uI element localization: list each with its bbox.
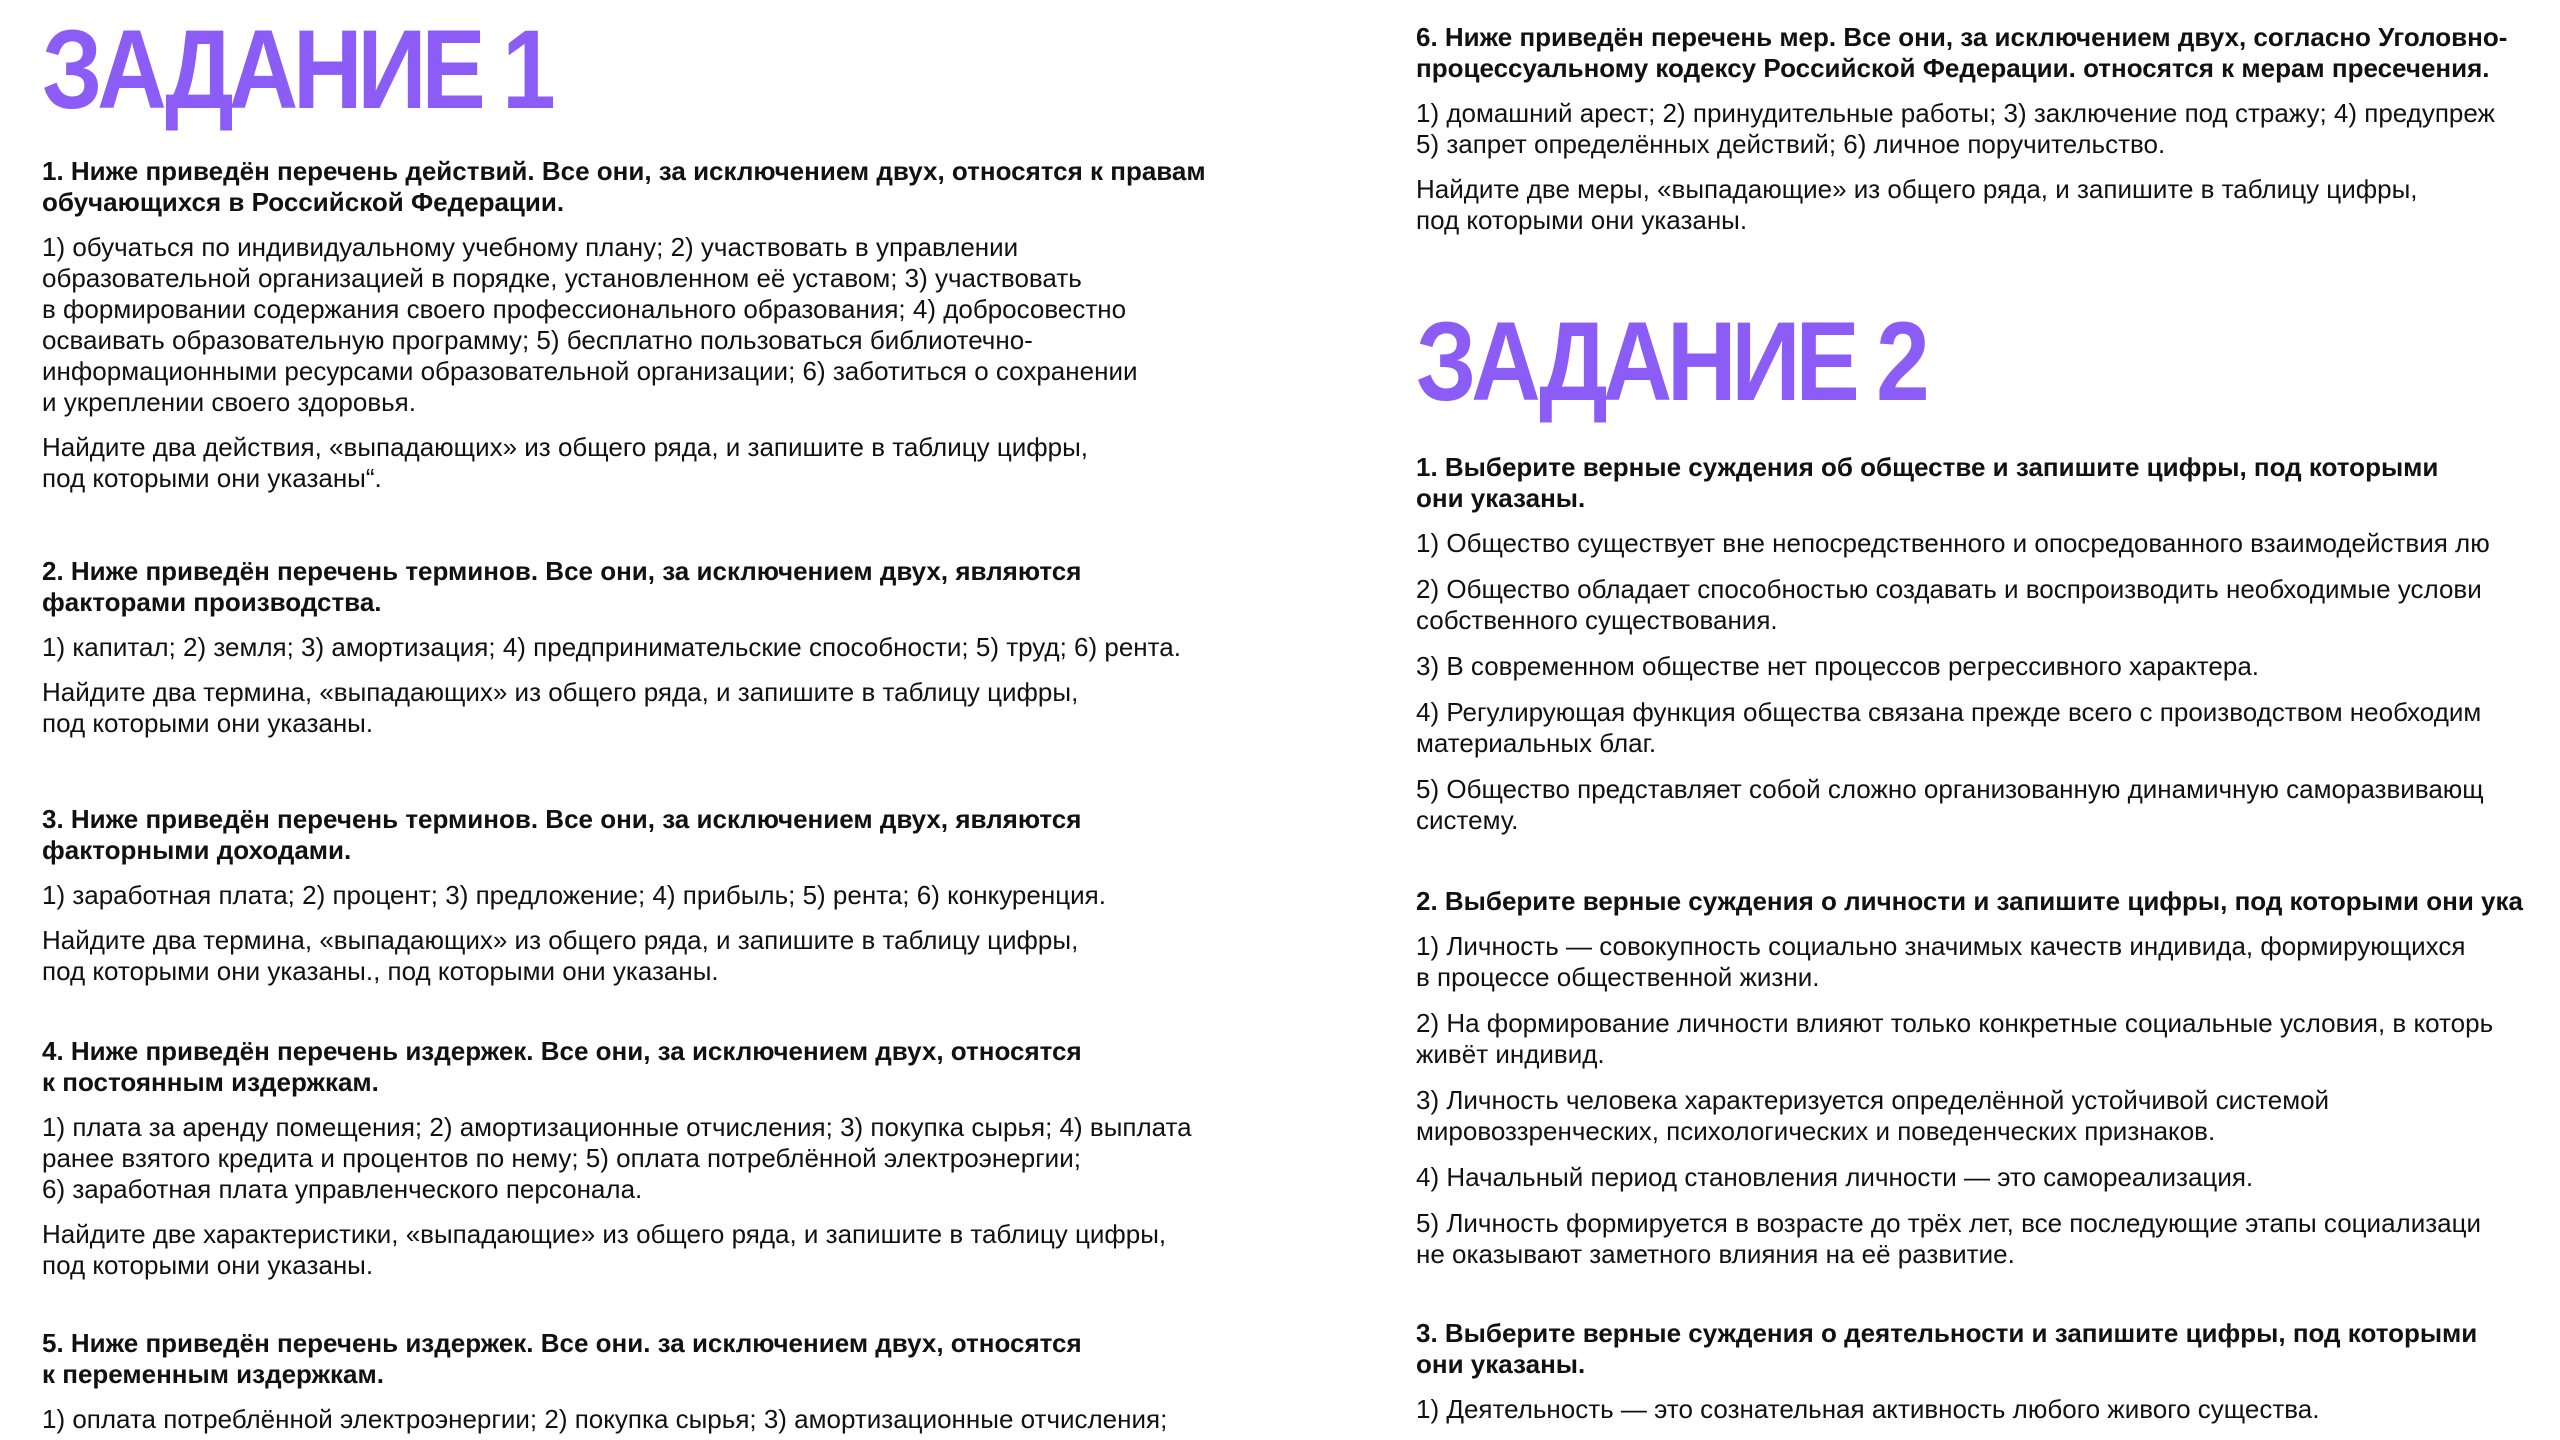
question-instruction: Найдите два термина, «выпадающих» из общего ряда, и запишите в таблицу цифры, под которыми они указаны., под которыми они указаны. <box>42 925 1079 986</box>
judgement-item: 5) Личность формируется в возрасте до трёх лет, все последующие этапы социализаци не оказывают заметного влияния на её развитие. <box>1416 1208 2482 1269</box>
judgement-item: 3) Личность человека характеризуется определённой устойчивой системой мировоззренческих, психологических и поведенческих признаков. <box>1416 1085 2330 1146</box>
question-title: 5. Ниже приведён перечень издержек. Все они. за исключением двух, относятся к переменным издержкам. <box>42 1328 1082 1389</box>
question-title: 3. Ниже приведён перечень терминов. Все они, за исключением двух, являются факторными доходами. <box>42 804 1082 865</box>
question-title: 1. Ниже приведён перечень действий. Все они, за исключением двух, относятся к правам обучающихся в Российской Федерации. <box>42 156 1206 217</box>
question-options: 1) домашний арест; 2) принудительные работы; 3) заключение под стражу; 4) предупреж 5) запрет определённых действий; 6) личное поручительство. <box>1416 98 2495 159</box>
question-title: 6. Ниже приведён перечень мер. Все они, за исключением двух, согласно Уголовно- процессуальному кодексу Российской Федерации. относятся к мерам пресечения. <box>1416 22 2508 83</box>
judgement-item: 4) Регулирующая функция общества связана прежде всего с производством необходим материальных благ. <box>1416 697 2482 758</box>
judgement-item: 2) На формирование личности влияют только конкретные социальные условия, в которь живёт индивид. <box>1416 1008 2494 1069</box>
question-title: 2. Выберите верные суждения о личности и запишите цифры, под которыми они ука <box>1416 886 2523 916</box>
task1-question-1 <box>42 156 1342 494</box>
question-instruction: Найдите две характеристики, «выпадающие» из общего ряда, и запишите в таблицу цифры, под которыми они указаны. <box>42 1219 1167 1280</box>
judgement-item: 4) Начальный период становления личности — это самореализация. <box>1416 1162 2254 1192</box>
question-title: 1. Выберите верные суждения об обществе и запишите цифры, под которыми они указаны. <box>1416 452 2439 513</box>
task2-heading: ЗАДАНИЕ 2 <box>1416 299 1925 424</box>
right-column <box>1416 0 2560 1440</box>
judgement-item: 5) Общество представляет собой сложно организованную динамичную саморазвивающ систему. <box>1416 774 2484 835</box>
question-title: 2. Ниже приведён перечень терминов. Все они, за исключением двух, являются факторами производства. <box>42 556 1082 617</box>
task1-question-3 <box>42 804 1342 987</box>
question-instruction: Найдите две меры, «выпадающие» из общего ряда, и запишите в таблицу цифры, под которыми они указаны. <box>1416 174 2418 235</box>
task2-heading-block <box>1416 299 2560 424</box>
judgement-item: 1) Деятельность — это сознательная активность любого живого существа. <box>1416 1394 2320 1424</box>
judgement-item: 1) Личность — совокупность социально значимых качеств индивида, формирующихся в процессе общественной жизни. <box>1416 931 2466 992</box>
question-options: 1) плата за аренду помещения; 2) амортизационные отчисления; 3) покупка сырья; 4) выплата ранее взятого кредита и процентов по нему; 5) оплата потреблённой электроэнергии; 6) заработная плата управленческого персонала. <box>42 1112 1192 1204</box>
task1-heading: ЗАДАНИЕ 1 <box>42 7 551 132</box>
task1-question-6 <box>1416 22 2560 236</box>
left-column <box>42 0 1342 1440</box>
task2-question-1 <box>1416 452 2560 836</box>
question-options: 1) заработная плата; 2) процент; 3) предложение; 4) прибыль; 5) рента; 6) конкуренция. <box>42 880 1106 910</box>
question-options: 1) обучаться по индивидуальному учебному плану; 2) участвовать в управлении образовательной организацией в порядке, установленном её уставом; 3) участвовать в формировании содержания своего профессионального образования; 4) добросовестно осваивать образовательную программу; 5) бесплатно пользоваться библиотечно- информационными ресурсами образовательной организации; 6) заботиться о сохранении и укреплении своего здоровья. <box>42 232 1138 417</box>
judgement-item: 3) В современном обществе нет процессов регрессивного характера. <box>1416 651 2260 681</box>
question-instruction: Найдите два действия, «выпадающих» из общего ряда, и запишите в таблицу цифры, под которыми они указаны“. <box>42 432 1089 493</box>
judgement-list <box>1416 528 2560 836</box>
task2-question-2 <box>1416 886 2560 1270</box>
question-title: 3. Выберите верные суждения о деятельности и запишите цифры, под которыми они указаны. <box>1416 1318 2478 1379</box>
question-options: 1) капитал; 2) земля; 3) амортизация; 4) предпринимательские способности; 5) труд; 6) рента. <box>42 632 1181 662</box>
judgement-list <box>1416 1394 2560 1425</box>
question-options: 1) оплата потреблённой электроэнергии; 2) покупка сырья; 3) амортизационные отчисления; <box>42 1404 1168 1434</box>
task1-question-4 <box>42 1036 1342 1281</box>
task2-question-3 <box>1416 1318 2560 1425</box>
task1-question-5 <box>42 1328 1342 1435</box>
task1-heading-block <box>42 7 1342 132</box>
question-instruction: Найдите два термина, «выпадающих» из общего ряда, и запишите в таблицу цифры, под которыми они указаны. <box>42 677 1079 738</box>
task1-question-2 <box>42 556 1342 739</box>
question-title: 4. Ниже приведён перечень издержек. Все они, за исключением двух, относятся к постоянным издержкам. <box>42 1036 1082 1097</box>
judgement-list <box>1416 931 2560 1270</box>
judgement-item: 2) Общество обладает способностью создавать и воспроизводить необходимые услови собственного существования. <box>1416 574 2482 635</box>
judgement-item: 1) Общество существует вне непосредственного и опосредованного взаимодействия лю <box>1416 528 2490 558</box>
